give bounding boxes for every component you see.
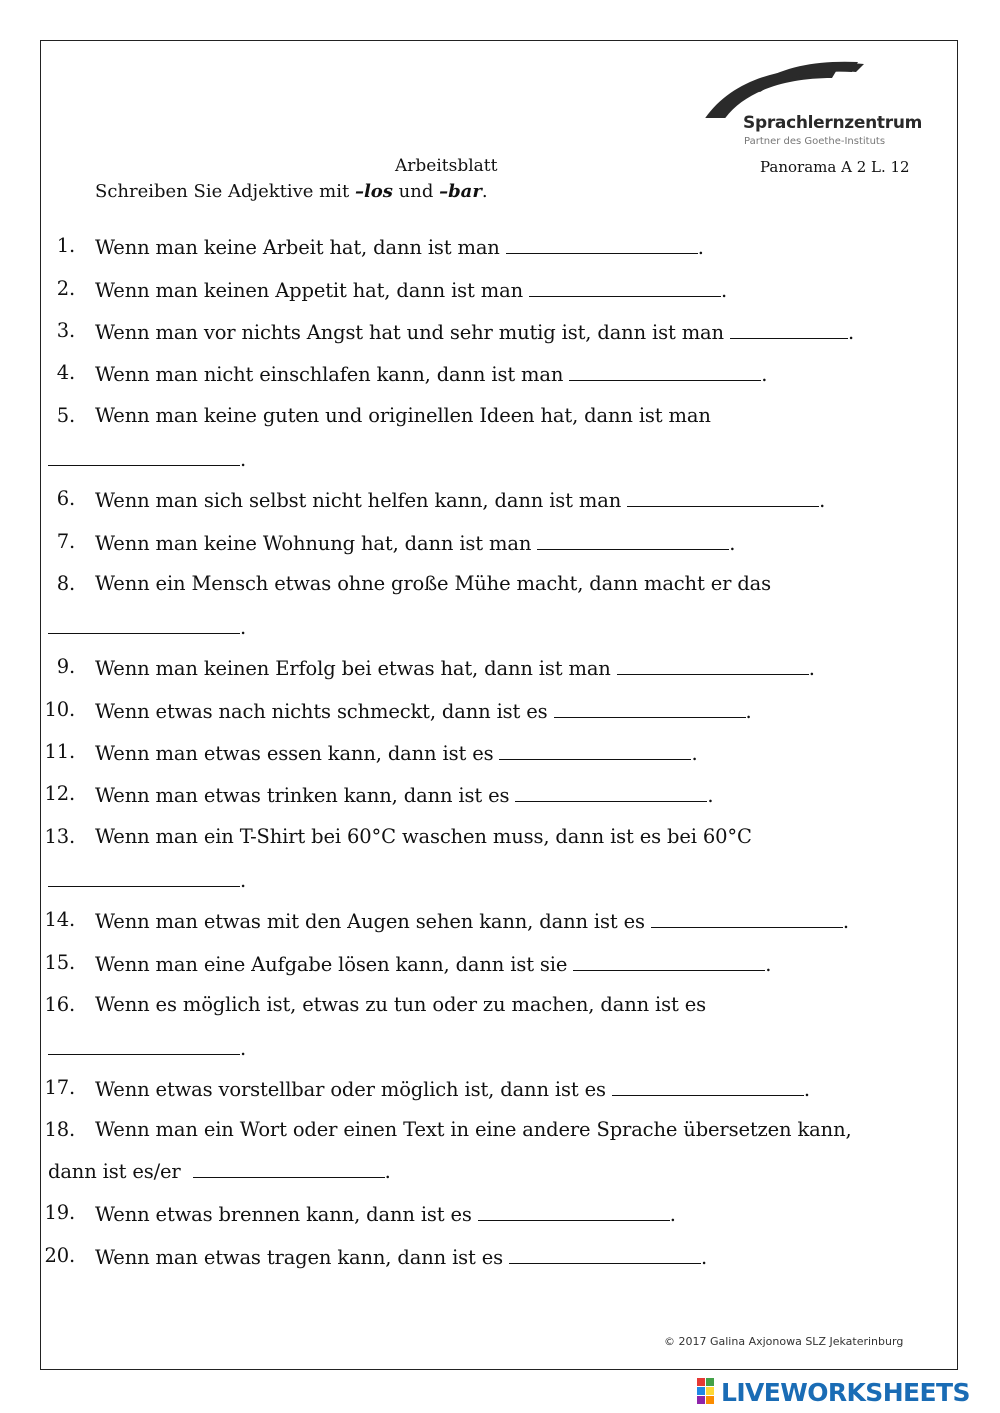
item-end: .: [240, 448, 247, 471]
item-end: .: [803, 1078, 810, 1101]
item-end: .: [384, 1160, 391, 1183]
item-text: Wenn etwas brennen kann, dann ist es: [95, 1203, 472, 1226]
item-continuation: [48, 614, 246, 639]
item-text: Wenn man keinen Appetit hat, dann ist man: [95, 279, 523, 302]
answer-blank[interactable]: [48, 1035, 240, 1055]
logo-subtitle: Partner des Goethe-Instituts: [744, 136, 886, 147]
answer-blank[interactable]: [478, 1201, 670, 1221]
answer-blank[interactable]: [48, 614, 240, 634]
logo-square-icon: [697, 1387, 705, 1395]
copyright-notice: © 2017 Galina Axjonowa SLZ Jekaterinburg: [664, 1335, 904, 1348]
item-number: 3.: [56, 319, 75, 342]
item-text: Wenn man keinen Erfolg bei etwas hat, dann ist man: [95, 657, 611, 680]
answer-blank[interactable]: [627, 487, 819, 507]
logo-name: Sprachlernzentrum: [743, 113, 923, 133]
item-text: Wenn man etwas mit den Augen sehen kann, dann ist es: [95, 910, 645, 933]
answer-blank[interactable]: [554, 698, 746, 718]
item-text-wrap: [95, 1076, 810, 1101]
answer-blank[interactable]: [509, 1244, 701, 1264]
item-end: .: [697, 236, 704, 259]
item-end: .: [240, 616, 247, 639]
item-text-wrap: [95, 234, 704, 259]
item-number: 8.: [56, 572, 75, 595]
item-end: .: [847, 321, 855, 344]
answer-blank[interactable]: [515, 782, 707, 802]
answer-blank[interactable]: [612, 1076, 804, 1096]
page-title: Arbeitsblatt: [395, 156, 498, 176]
item-text-wrap: [95, 908, 849, 933]
item-text-wrap: [95, 740, 698, 765]
item-end: .: [761, 363, 768, 386]
item-number: 2.: [56, 277, 75, 300]
answer-blank[interactable]: [499, 740, 691, 760]
item-end: .: [240, 869, 247, 892]
item-number: 19.: [44, 1201, 75, 1224]
item-text: Wenn man etwas tragen kann, dann ist es: [95, 1246, 504, 1269]
item-text: Wenn man nicht einschlafen kann, dann ist man: [95, 363, 564, 386]
answer-blank[interactable]: [569, 361, 761, 381]
answer-blank[interactable]: [573, 951, 765, 971]
item-continuation-text: dann ist es/er: [48, 1160, 181, 1183]
item-number: 6.: [56, 487, 75, 510]
course-reference: Panorama A 2 L. 12: [760, 158, 910, 176]
item-end: .: [808, 657, 815, 680]
answer-blank[interactable]: [506, 234, 698, 254]
arc-logo-icon: [698, 58, 908, 118]
instruction: [95, 181, 488, 202]
item-text-wrap: [95, 361, 767, 386]
item-end: .: [240, 1037, 247, 1060]
answer-blank[interactable]: [48, 867, 240, 887]
sprachlernzentrum-logo: [698, 58, 923, 153]
item-number: 5.: [56, 404, 75, 427]
instruction-end: .: [481, 181, 488, 202]
item-number: 17.: [44, 1076, 75, 1099]
answer-blank[interactable]: [730, 319, 848, 339]
answer-blank[interactable]: [529, 277, 721, 297]
item-number: 1.: [56, 234, 75, 257]
suffix-bar: –bar: [439, 181, 482, 202]
item-text: Wenn man ein Wort oder einen Text in eine andere Sprache übersetzen kann,: [95, 1118, 852, 1141]
item-end: .: [669, 1203, 676, 1226]
item-text-wrap: [95, 655, 815, 680]
item-end: .: [819, 489, 826, 512]
item-continuation: [48, 867, 246, 892]
item-text-wrap: [95, 319, 854, 344]
item-number: 11.: [44, 740, 75, 763]
item-text: Wenn man keine guten und originellen Ideen hat, dann ist man: [95, 404, 711, 427]
item-number: 14.: [44, 908, 75, 931]
item-number: 16.: [44, 993, 75, 1016]
item-text-wrap: [95, 1201, 676, 1226]
item-text-wrap: [95, 277, 727, 302]
logo-square-icon: [706, 1378, 714, 1386]
answer-blank[interactable]: [617, 655, 809, 675]
item-text: Wenn man etwas essen kann, dann ist es: [95, 742, 494, 765]
instruction-middle: und: [392, 181, 440, 202]
item-number: 20.: [44, 1244, 75, 1267]
item-text: Wenn man sich selbst nicht helfen kann, dann ist man: [95, 489, 622, 512]
item-text-wrap: [95, 1244, 707, 1269]
item-text: Wenn ein Mensch etwas ohne große Mühe macht, dann macht er das: [95, 572, 771, 595]
item-text: Wenn man eine Aufgabe lösen kann, dann ist sie: [95, 953, 568, 976]
item-text-wrap: [95, 951, 771, 976]
item-end: .: [701, 1246, 708, 1269]
item-text: Wenn man vor nichts Angst hat und sehr mutig ist, dann ist man: [95, 321, 724, 344]
item-end: .: [745, 700, 752, 723]
brand-name: LIVEWORKSHEETS: [721, 1378, 970, 1407]
item-text: Wenn man keine Wohnung hat, dann ist man: [95, 532, 532, 555]
item-text: Wenn etwas vorstellbar oder möglich ist, dann ist es: [95, 1078, 606, 1101]
item-end: .: [842, 910, 849, 933]
item-text-wrap: [95, 530, 735, 555]
item-text-wrap: [95, 487, 825, 512]
item-number: 9.: [56, 655, 75, 678]
item-number: 13.: [44, 825, 75, 848]
item-text: Wenn man ein T-Shirt bei 60°C waschen muss, dann ist es bei 60°C: [95, 825, 752, 848]
suffix-los: –los: [354, 181, 393, 202]
item-number: 7.: [56, 530, 75, 553]
item-end: .: [691, 742, 698, 765]
answer-blank[interactable]: [48, 446, 240, 466]
item-number: 10.: [44, 698, 75, 721]
item-continuation: [48, 1035, 246, 1060]
item-number: 4.: [56, 361, 75, 384]
item-continuation: [48, 1158, 391, 1183]
answer-blank[interactable]: [651, 908, 843, 928]
logo-square-icon: [697, 1396, 705, 1404]
item-end: .: [720, 279, 728, 302]
logo-square-icon: [706, 1387, 714, 1395]
item-text: Wenn man keine Arbeit hat, dann ist man: [95, 236, 500, 259]
item-text: Wenn man etwas trinken kann, dann ist es: [95, 784, 510, 807]
item-number: 12.: [44, 782, 75, 805]
item-end: .: [707, 784, 714, 807]
instruction-prefix: Schreiben Sie Adjektive mit: [95, 181, 355, 202]
item-continuation: [48, 446, 246, 471]
item-text-wrap: [95, 698, 752, 723]
item-end: .: [729, 532, 736, 555]
logo-square-icon: [706, 1396, 714, 1404]
item-number: 15.: [44, 951, 75, 974]
logo-square-icon: [697, 1378, 705, 1386]
item-end: .: [765, 953, 772, 976]
item-number: 18.: [44, 1118, 75, 1141]
item-text: Wenn es möglich ist, etwas zu tun oder zu machen, dann ist es: [95, 993, 706, 1016]
item-text: Wenn etwas nach nichts schmeckt, dann ist es: [95, 700, 548, 723]
answer-blank[interactable]: [537, 530, 729, 550]
item-text-wrap: [95, 782, 713, 807]
answer-blank[interactable]: [193, 1158, 385, 1178]
